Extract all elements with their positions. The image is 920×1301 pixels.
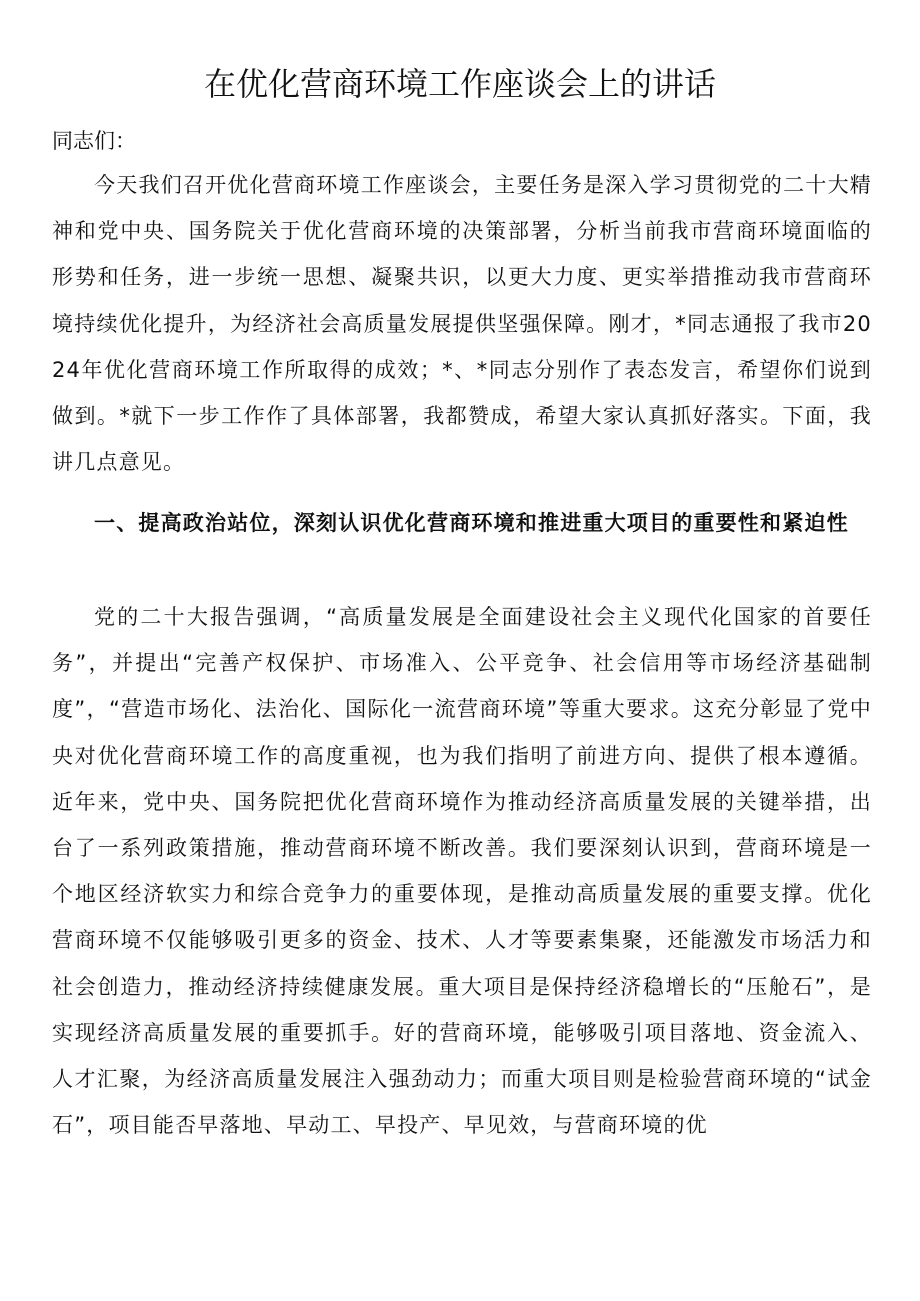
greeting-line: 同志们： [52, 129, 136, 153]
section-heading: 一、提高政治站位，深刻认识优化营商环境和推进重大项目的重要性和紧迫性 [94, 511, 849, 535]
section-paragraph: 党的二十大报告强调，“高质量发展是全面建设社会主义现代化国家的首要任务”，并提出“完善产权保护、市场准入、公平竞争、社会信用等市场经济基础制度”，“营造市场化、法治化、国际化一流营商环境”等重大要求。这充分彰显了党中央对优化营商环境工作的高度重视，也为我们指明了前进方向、提供了根本遵循。近年来，党中央、国务院把优化营商环境作为推动经济高质量发展的关键举措，出台了一系列政策措施，推动营商环境不断改善。我们要深刻认识到，营商环境是一个地区经济软实力和综合竞争力的重要体现，是推动高质量发展的重要支撑。优化营商环境不仅能够吸引更多的资金、技术、人才等要素集聚，还能激发市场活力和社会创造力，推动经济持续健康发展。重大项目是保持经济稳增长的“压舱石”，是实现经济高质量发展的重要抓手。好的营商环境，能够吸引项目落地、资金流入、人才汇聚，为经济高质量发展注入强劲动力；而重大项目则是检验营商环境的“试金石”，项目能否早落地、早动工、早投产、早见效，与营商环境的优 [52, 605, 872, 1138]
document-title: 在优化营商环境工作座谈会上的讲话 [203, 65, 716, 103]
intro-paragraph: 今天我们召开优化营商环境工作座谈会，主要任务是深入学习贯彻党的二十大精神和党中央、国务院关于优化营商环境的决策部署，分析当前我市营商环境面临的形势和任务，进一步统一思想、凝聚共识，以更大力度、更实举措推动我市营商环境持续优化提升，为经济社会高质量发展提供坚强保障。刚才，*同志通报了我市2024年优化营商环境工作所取得的成效；*、*同志分别作了表态发言，希望你们说到做到。*就下一步工作作了具体部署，我都赞成，希望大家认真抓好落实。下面，我讲几点意见。 [52, 173, 872, 475]
